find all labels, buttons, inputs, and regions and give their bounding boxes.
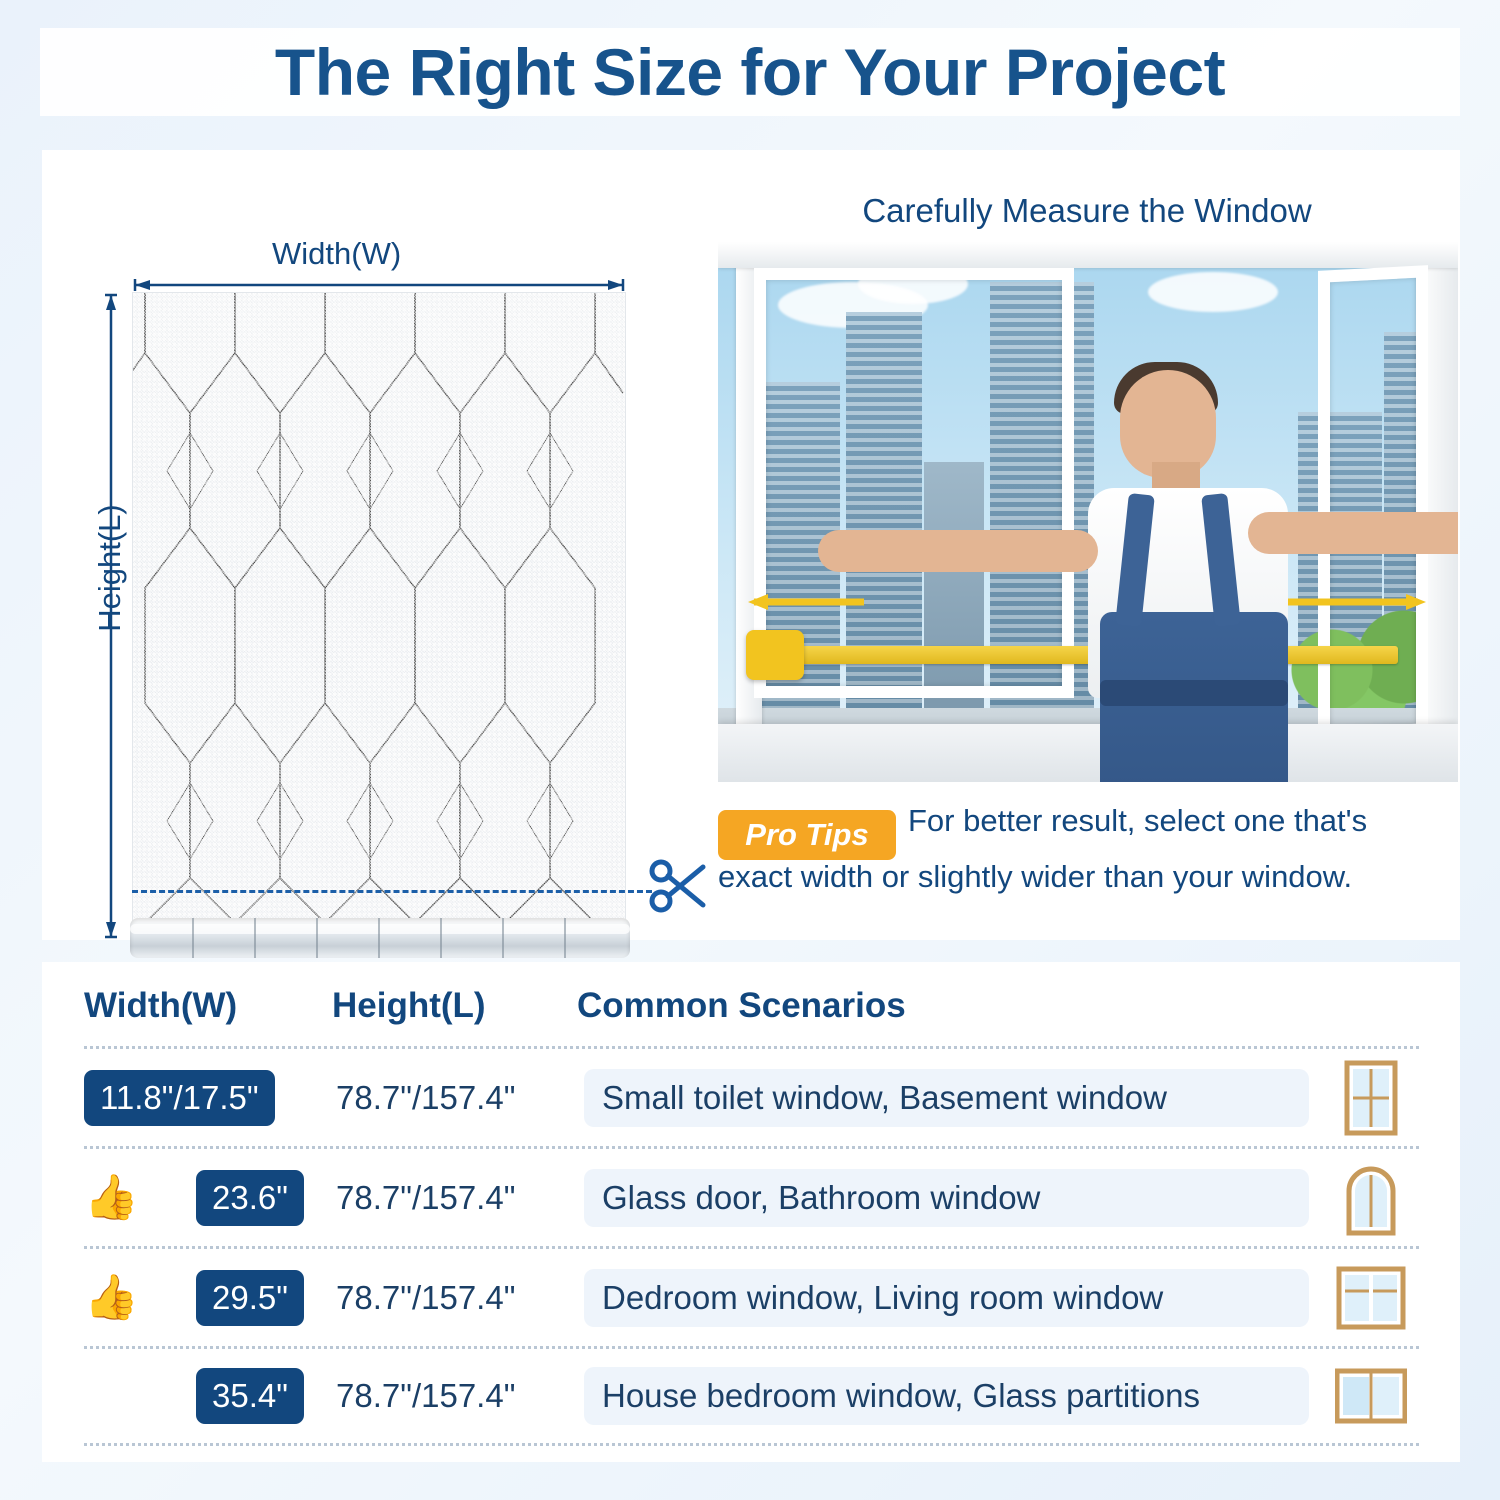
column-header-scenarios: Common Scenarios [577,986,906,1025]
height-cell: 78.7"/157.4" [336,1078,516,1116]
recommended-marker [84,1272,196,1322]
height-cell: 78.7"/157.4" [336,1278,516,1316]
thumbs-up-icon: 👍 [84,1272,139,1322]
cloud [1148,272,1278,312]
width-dimension-label: Width(W) [272,236,402,271]
film-roll [130,918,630,958]
width-dimension-arrow [132,278,626,292]
arrow-left-icon [746,594,866,610]
width-badge: 35.4" [196,1368,304,1424]
width-badge: 29.5" [196,1270,304,1326]
pro-tips-line-2: exact width or slightly wider than your window. [718,859,1353,894]
size-table-panel [42,962,1460,1462]
width-badge: 11.8"/17.5" [84,1070,275,1126]
thumbs-up-icon: 👍 [84,1172,139,1222]
page-title-band [0,22,1500,122]
left-arm [818,530,1098,572]
cut-guide-line [132,890,652,893]
height-cell: 78.7"/157.4" [336,1178,516,1216]
photo-caption: Carefully Measure the Window [862,192,1312,229]
pro-tips-line-1: For better result, select one that's [908,803,1368,838]
single-casement-window-icon [1323,1059,1419,1137]
width-cell [196,1270,336,1326]
page-title: The Right Size for Your Project [274,35,1226,109]
width-cell [196,1170,336,1226]
measuring-window-photo [718,242,1458,782]
film-geometric-pattern [133,293,626,922]
tape-measure-case [746,630,804,680]
privacy-film-sheet [132,292,626,922]
arched-window-icon [1323,1159,1419,1237]
top-panel [42,150,1460,940]
film-size-diagram [82,200,702,930]
recommended-marker [84,1172,196,1222]
scenario-cell: Dedroom window, Living room window [584,1269,1309,1327]
table-header-row [84,986,1414,1026]
width-cell [84,1070,336,1126]
right-arm [1248,512,1458,554]
pro-tips-badge: Pro Tips [718,810,896,860]
scenario-cell: House bedroom window, Glass partitions [584,1367,1309,1425]
sliding-window-icon [1323,1357,1419,1435]
overall-waistband [1100,680,1288,706]
width-cell [196,1368,336,1424]
table-row [84,1246,1419,1346]
window-frame-top [718,242,1458,268]
height-cell: 78.7"/157.4" [336,1377,516,1414]
scissors-icon [647,855,709,917]
height-dimension-label: Height(L) [92,504,127,632]
column-header-height: Height(L) [332,986,486,1025]
scenario-cell: Glass door, Bathroom window [584,1169,1309,1227]
table-row [84,1346,1419,1446]
column-header-width: Width(W) [84,986,238,1025]
table-row [84,1046,1419,1146]
roll-highlight [130,924,630,934]
person-measuring [1048,362,1378,782]
double-window-icon [1323,1259,1419,1337]
scenario-cell: Small toilet window, Basement window [584,1069,1309,1127]
width-badge: 23.6" [196,1170,304,1226]
table-row [84,1146,1419,1246]
table-body [84,1046,1419,1446]
